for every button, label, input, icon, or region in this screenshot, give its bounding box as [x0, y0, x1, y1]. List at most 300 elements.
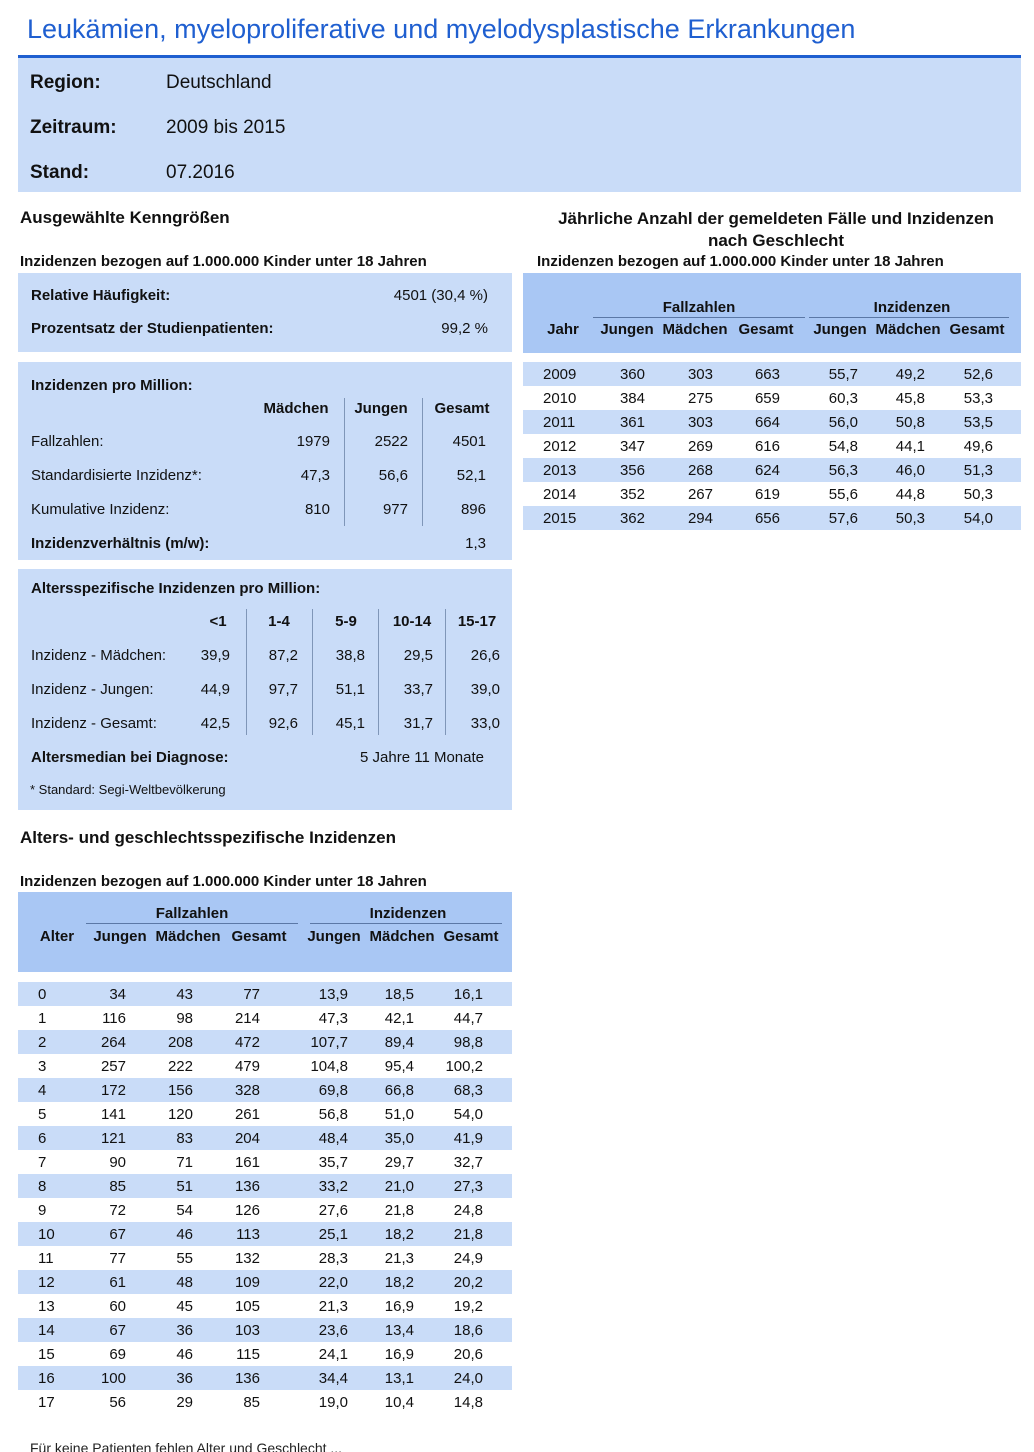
age-sex-table-cell: 100 — [76, 1366, 126, 1390]
yearly-table-cell: 361 — [583, 410, 645, 434]
age-sex-table-cell: 98,8 — [414, 1030, 483, 1054]
age-sex-table-cell: 98 — [126, 1006, 193, 1030]
age-sex-table-cell-pad — [483, 1030, 512, 1054]
age-sex-col-gesamt: Gesamt — [231, 928, 287, 945]
age-sex-table-cell: 85 — [76, 1174, 126, 1198]
yearly-col-gesamt: Gesamt — [738, 321, 794, 338]
inc-maedchen-15-17: 26,6 — [470, 647, 500, 664]
age-sex-group-incidence: Inzidenzen — [369, 905, 447, 922]
yearly-table-cell: 53,3 — [925, 386, 993, 410]
age-sex-table-cell: 21,3 — [348, 1246, 414, 1270]
yearly-table-row — [523, 482, 1021, 506]
age-sex-table-cell: 24,9 — [414, 1246, 483, 1270]
yearly-table-cell-pad — [993, 434, 1021, 458]
yearly-table-cell: 659 — [713, 386, 780, 410]
yearly-table-cell: 656 — [713, 506, 780, 530]
inc-gesamt-1-4: 92,6 — [268, 715, 298, 732]
age-sex-table — [18, 982, 512, 1414]
age-sex-table-cell: 136 — [193, 1174, 260, 1198]
age-sex-table-cell-pad — [483, 1342, 512, 1366]
key-figures-title: Ausgewählte Kenngrößen — [20, 208, 230, 227]
column-divider — [378, 609, 379, 735]
inc-gesamt-5-9: 45,1 — [335, 715, 365, 732]
yearly-table-cell: 57,6 — [780, 506, 858, 530]
age-sex-table-row — [18, 1294, 512, 1318]
age-sex-table-cell-pad — [483, 1126, 512, 1150]
age-sex-table-cell: 33,2 — [260, 1174, 348, 1198]
age-sex-table-cell: 3 — [18, 1054, 76, 1078]
group-rule — [809, 317, 1009, 318]
std-incidence-maedchen: 47,3 — [300, 467, 330, 484]
age-sex-col-inc-jungen: Jungen — [307, 928, 361, 945]
age-sex-table-cell: 10,4 — [348, 1390, 414, 1414]
yearly-table-cell-pad — [993, 362, 1021, 386]
inc-gesamt-15-17: 33,0 — [470, 715, 500, 732]
yearly-table-cell: 60,3 — [780, 386, 858, 410]
age-sex-table-cell: 51 — [126, 1174, 193, 1198]
status-value: 07.2016 — [166, 162, 235, 183]
period-label: Zeitraum: — [30, 117, 117, 138]
yearly-table-cell: 49,2 — [858, 362, 925, 386]
yearly-table-cell: 360 — [583, 362, 645, 386]
age-sex-table-cell: 104,8 — [260, 1054, 348, 1078]
age-sex-table-cell: 6 — [18, 1126, 76, 1150]
age-sex-subtitle: Inzidenzen bezogen auf 1.000.000 Kinder unter 18 Jahren — [20, 873, 427, 890]
yearly-table-cell: 267 — [645, 482, 713, 506]
fallzahlen-label: Fallzahlen: — [31, 433, 104, 450]
age-sex-table-cell: 172 — [76, 1078, 126, 1102]
age-sex-table-cell-pad — [483, 1102, 512, 1126]
age-sex-table-cell: 204 — [193, 1126, 260, 1150]
col-jungen: Jungen — [354, 400, 408, 417]
inc-jungen-label: Inzidenz - Jungen: — [31, 681, 154, 698]
age-sex-table-cell-pad — [483, 1078, 512, 1102]
yearly-table-cell: 54,8 — [780, 434, 858, 458]
age-sex-table-cell: 5 — [18, 1102, 76, 1126]
yearly-table-cell: 269 — [645, 434, 713, 458]
age-sex-table-cell: 35,0 — [348, 1126, 414, 1150]
fallzahlen-jungen: 2522 — [374, 433, 408, 450]
std-incidence-label: Standardisierte Inzidenz*: — [31, 467, 202, 484]
col-age-10-14: 10-14 — [392, 613, 432, 630]
age-sex-table-cell-pad — [483, 1054, 512, 1078]
age-sex-table-cell-pad — [483, 1006, 512, 1030]
age-sex-table-row — [18, 1174, 512, 1198]
age-sex-table-row — [18, 1390, 512, 1414]
age-sex-table-cell: 56,8 — [260, 1102, 348, 1126]
relative-frequency-label: Relative Häufigkeit: — [31, 287, 171, 304]
period-value: 2009 bis 2015 — [166, 117, 286, 138]
age-sex-table-cell: 55 — [126, 1246, 193, 1270]
age-sex-table-cell: 68,3 — [414, 1078, 483, 1102]
age-sex-table-cell: 24,8 — [414, 1198, 483, 1222]
age-sex-group-cases: Fallzahlen — [155, 905, 229, 922]
std-incidence-jungen: 56,6 — [378, 467, 408, 484]
column-divider — [445, 609, 446, 735]
col-age-5-9: 5-9 — [335, 613, 357, 630]
std-incidence-gesamt: 52,1 — [456, 467, 486, 484]
group-rule — [86, 923, 298, 924]
age-sex-table-cell: 29,7 — [348, 1150, 414, 1174]
age-sex-table-cell: 77 — [193, 982, 260, 1006]
age-sex-table-cell: 8 — [18, 1174, 76, 1198]
yearly-table-row — [523, 506, 1021, 530]
col-age-lt1: <1 — [209, 613, 227, 630]
yearly-table-cell: 384 — [583, 386, 645, 410]
cum-incidence-jungen: 977 — [382, 501, 408, 518]
age-sex-table-cell: 2 — [18, 1030, 76, 1054]
yearly-table-cell: 44,1 — [858, 434, 925, 458]
study-share-value: 99,2 % — [441, 320, 488, 337]
yearly-table-cell: 664 — [713, 410, 780, 434]
age-sex-table-cell: 67 — [76, 1318, 126, 1342]
yearly-table-cell: 56,3 — [780, 458, 858, 482]
age-sex-table-cell: 103 — [193, 1318, 260, 1342]
age-sex-table-cell: 7 — [18, 1150, 76, 1174]
age-sex-table-row — [18, 1318, 512, 1342]
ratio-value: 1,3 — [465, 535, 486, 552]
yearly-table-row — [523, 362, 1021, 386]
age-sex-table-cell: 17 — [18, 1390, 76, 1414]
age-sex-table-cell: 116 — [76, 1006, 126, 1030]
age-sex-table-cell-pad — [483, 1294, 512, 1318]
yearly-table-cell: 356 — [583, 458, 645, 482]
age-sex-table-cell: 105 — [193, 1294, 260, 1318]
age-sex-col-maedchen: Mädchen — [155, 928, 221, 945]
inc-gesamt-10-14: 31,7 — [403, 715, 433, 732]
inc-jungen-lt1: 44,9 — [200, 681, 230, 698]
age-sex-table-row — [18, 1198, 512, 1222]
age-sex-table-cell: 89,4 — [348, 1030, 414, 1054]
age-sex-table-cell: 16,9 — [348, 1294, 414, 1318]
age-sex-table-cell: 115 — [193, 1342, 260, 1366]
age-sex-table-row — [18, 1054, 512, 1078]
yearly-table-cell: 275 — [645, 386, 713, 410]
age-sex-table-cell: 42,1 — [348, 1006, 414, 1030]
inc-gesamt-lt1: 42,5 — [200, 715, 230, 732]
age-sex-table-row — [18, 1030, 512, 1054]
age-sex-table-cell: 54,0 — [414, 1102, 483, 1126]
yearly-table-header — [523, 273, 1021, 353]
inc-maedchen-1-4: 87,2 — [268, 647, 298, 664]
col-age-15-17: 15-17 — [457, 613, 497, 630]
inc-maedchen-10-14: 29,5 — [403, 647, 433, 664]
region-label: Region: — [30, 72, 101, 93]
inc-maedchen-lt1: 39,9 — [200, 647, 230, 664]
group-rule — [593, 317, 805, 318]
yearly-table-cell: 53,5 — [925, 410, 993, 434]
age-sex-table-cell: 32,7 — [414, 1150, 483, 1174]
age-sex-table-cell: 27,3 — [414, 1174, 483, 1198]
age-sex-table-row — [18, 1246, 512, 1270]
yearly-table-cell: 2014 — [523, 482, 583, 506]
age-sex-col-inc-gesamt: Gesamt — [443, 928, 499, 945]
age-sex-table-cell-pad — [483, 1198, 512, 1222]
age-sex-table-cell-pad — [483, 1366, 512, 1390]
age-sex-title: Alters- und geschlechtsspezifische Inzidenzen — [20, 828, 396, 847]
inc-jungen-5-9: 51,1 — [335, 681, 365, 698]
yearly-col-inc-maedchen: Mädchen — [875, 321, 941, 338]
yearly-col-inc-gesamt: Gesamt — [949, 321, 1005, 338]
yearly-table-cell: 44,8 — [858, 482, 925, 506]
col-gesamt: Gesamt — [434, 400, 490, 417]
age-sex-table-cell: 47,3 — [260, 1006, 348, 1030]
age-sex-col-jungen: Jungen — [93, 928, 147, 945]
age-sex-table-cell: 77 — [76, 1246, 126, 1270]
age-sex-table-cell-pad — [483, 1174, 512, 1198]
age-sex-table-cell: 107,7 — [260, 1030, 348, 1054]
cum-incidence-label: Kumulative Inzidenz: — [31, 501, 170, 518]
age-sex-table-cell: 85 — [193, 1390, 260, 1414]
yearly-table-cell: 268 — [645, 458, 713, 482]
age-sex-table-cell: 23,6 — [260, 1318, 348, 1342]
age-sex-table-cell: 141 — [76, 1102, 126, 1126]
yearly-table-cell: 49,6 — [925, 434, 993, 458]
age-sex-table-cell: 20,6 — [414, 1342, 483, 1366]
age-sex-table-row — [18, 1078, 512, 1102]
column-divider — [312, 609, 313, 735]
yearly-subtitle: Inzidenzen bezogen auf 1.000.000 Kinder unter 18 Jahren — [537, 253, 944, 270]
age-sex-table-cell: 208 — [126, 1030, 193, 1054]
yearly-title: Jährliche Anzahl der gemeldeten Fälle und Inzidenzen nach Geschlecht — [558, 209, 994, 250]
age-sex-table-cell: 12 — [18, 1270, 76, 1294]
yearly-table-row — [523, 434, 1021, 458]
study-share-label: Prozentsatz der Studienpatienten: — [31, 320, 274, 337]
age-sex-table-cell: 21,8 — [414, 1222, 483, 1246]
age-sex-table-cell: 214 — [193, 1006, 260, 1030]
age-sex-table-cell: 472 — [193, 1030, 260, 1054]
yearly-table-cell: 50,8 — [858, 410, 925, 434]
age-sex-col-alter: Alter — [39, 928, 75, 945]
age-sex-table-cell: 36 — [126, 1318, 193, 1342]
yearly-table-cell: 2011 — [523, 410, 583, 434]
age-sex-table-cell: 1 — [18, 1006, 76, 1030]
column-divider — [422, 398, 423, 526]
age-sex-table-cell: 19,0 — [260, 1390, 348, 1414]
yearly-table-cell-pad — [993, 506, 1021, 530]
age-sex-table-cell: 29 — [126, 1390, 193, 1414]
age-sex-table-cell-pad — [483, 1246, 512, 1270]
age-sex-table-cell-pad — [483, 1390, 512, 1414]
yearly-table-cell: 2012 — [523, 434, 583, 458]
age-sex-table-cell: 126 — [193, 1198, 260, 1222]
age-sex-table-cell: 56 — [76, 1390, 126, 1414]
yearly-table-cell-pad — [993, 410, 1021, 434]
yearly-table-row — [523, 386, 1021, 410]
age-sex-table-cell: 16,1 — [414, 982, 483, 1006]
age-sex-table-row — [18, 1366, 512, 1390]
yearly-table-cell: 51,3 — [925, 458, 993, 482]
age-sex-table-cell: 120 — [126, 1102, 193, 1126]
age-sex-table-cell: 18,2 — [348, 1222, 414, 1246]
yearly-table-cell: 50,3 — [858, 506, 925, 530]
age-sex-table-cell: 21,0 — [348, 1174, 414, 1198]
age-sex-table-row — [18, 1222, 512, 1246]
yearly-table-row — [523, 458, 1021, 482]
age-sex-table-cell: 10 — [18, 1222, 76, 1246]
inc-jungen-15-17: 39,0 — [470, 681, 500, 698]
age-sex-table-cell: 15 — [18, 1342, 76, 1366]
yearly-col-inc-jungen: Jungen — [813, 321, 867, 338]
age-sex-table-cell: 60 — [76, 1294, 126, 1318]
age-sex-table-cell: 34,4 — [260, 1366, 348, 1390]
median-label: Altersmedian bei Diagnose: — [31, 749, 229, 766]
age-sex-table-cell: 100,2 — [414, 1054, 483, 1078]
age-sex-table-cell: 95,4 — [348, 1054, 414, 1078]
age-sex-table-cell: 132 — [193, 1246, 260, 1270]
age-sex-table-cell-pad — [483, 1318, 512, 1342]
age-sex-table-cell-pad — [483, 982, 512, 1006]
column-divider — [344, 398, 345, 526]
column-divider — [246, 609, 247, 735]
age-sex-table-cell: 34 — [76, 982, 126, 1006]
incidence-panel — [18, 362, 512, 560]
age-sex-table-cell: 54 — [126, 1198, 193, 1222]
age-sex-table-cell: 113 — [193, 1222, 260, 1246]
yearly-table-cell: 55,7 — [780, 362, 858, 386]
age-sex-table-row — [18, 1270, 512, 1294]
age-sex-table-cell: 72 — [76, 1198, 126, 1222]
group-rule — [310, 923, 502, 924]
yearly-table-cell: 294 — [645, 506, 713, 530]
age-sex-table-cell: 13,1 — [348, 1366, 414, 1390]
age-sex-table-cell: 156 — [126, 1078, 193, 1102]
status-label: Stand: — [30, 162, 90, 183]
yearly-table-cell-pad — [993, 482, 1021, 506]
region-value: Deutschland — [166, 72, 272, 93]
age-sex-table-cell: 20,2 — [414, 1270, 483, 1294]
age-sex-table-cell: 13 — [18, 1294, 76, 1318]
age-sex-table-cell: 69,8 — [260, 1078, 348, 1102]
age-sex-table-cell: 13,9 — [260, 982, 348, 1006]
yearly-group-cases: Fallzahlen — [662, 299, 736, 316]
age-sex-table-cell: 257 — [76, 1054, 126, 1078]
age-sex-table-row — [18, 1006, 512, 1030]
age-sex-table-cell-pad — [483, 1222, 512, 1246]
yearly-table-row — [523, 410, 1021, 434]
age-sex-table-cell: 121 — [76, 1126, 126, 1150]
yearly-table-cell: 54,0 — [925, 506, 993, 530]
age-sex-table-cell: 22,0 — [260, 1270, 348, 1294]
yearly-table-cell: 624 — [713, 458, 780, 482]
age-sex-table-cell: 43 — [126, 982, 193, 1006]
footnote: * Standard: Segi-Weltbevölkerung — [30, 782, 226, 797]
age-sex-table-cell: 136 — [193, 1366, 260, 1390]
age-sex-table-cell: 9 — [18, 1198, 76, 1222]
fallzahlen-gesamt: 4501 — [452, 433, 486, 450]
age-sex-table-cell: 16 — [18, 1366, 76, 1390]
age-sex-table-cell: 21,8 — [348, 1198, 414, 1222]
age-sex-table-cell: 83 — [126, 1126, 193, 1150]
yearly-table-cell: 303 — [645, 410, 713, 434]
cum-incidence-maedchen: 810 — [304, 501, 330, 518]
age-sex-col-inc-maedchen: Mädchen — [369, 928, 435, 945]
age-sex-table-header — [18, 892, 512, 972]
ratio-label: Inzidenzverhältnis (m/w): — [31, 535, 210, 552]
inc-jungen-10-14: 33,7 — [403, 681, 433, 698]
age-sex-table-cell: 48,4 — [260, 1126, 348, 1150]
cum-incidence-gesamt: 896 — [460, 501, 486, 518]
yearly-table-cell: 50,3 — [925, 482, 993, 506]
incidence-title: Inzidenzen pro Million: — [31, 377, 193, 394]
age-sex-table-cell: 18,5 — [348, 982, 414, 1006]
age-sex-table-cell: 13,4 — [348, 1318, 414, 1342]
age-sex-table-cell: 222 — [126, 1054, 193, 1078]
yearly-col-jungen: Jungen — [600, 321, 654, 338]
age-sex-table-cell: 0 — [18, 982, 76, 1006]
header-box — [18, 58, 1021, 192]
age-sex-table-cell: 44,7 — [414, 1006, 483, 1030]
yearly-table-cell: 362 — [583, 506, 645, 530]
yearly-table-cell: 2010 — [523, 386, 583, 410]
age-sex-table-row — [18, 1342, 512, 1366]
age-sex-table-cell: 90 — [76, 1150, 126, 1174]
yearly-table-cell: 52,6 — [925, 362, 993, 386]
age-sex-table-cell: 66,8 — [348, 1078, 414, 1102]
age-sex-table-cell: 24,0 — [414, 1366, 483, 1390]
key-figures-subtitle: Inzidenzen bezogen auf 1.000.000 Kinder unter 18 Jahren — [20, 253, 427, 270]
age-sex-table-cell: 25,1 — [260, 1222, 348, 1246]
yearly-table-cell: 2013 — [523, 458, 583, 482]
page-title: Leukämien, myeloproliferative und myelodysplastische Erkrankungen — [27, 14, 856, 44]
age-sex-table-row — [18, 1150, 512, 1174]
inc-gesamt-label: Inzidenz - Gesamt: — [31, 715, 157, 732]
age-sex-table-cell: 67 — [76, 1222, 126, 1246]
yearly-table-cell: 45,8 — [858, 386, 925, 410]
age-specific-title: Altersspezifische Inzidenzen pro Million: — [31, 580, 321, 597]
age-sex-table-cell: 11 — [18, 1246, 76, 1270]
yearly-table — [523, 362, 1021, 530]
age-sex-table-cell: 27,6 — [260, 1198, 348, 1222]
age-sex-table-cell: 21,3 — [260, 1294, 348, 1318]
age-sex-table-cell: 328 — [193, 1078, 260, 1102]
age-sex-table-cell: 161 — [193, 1150, 260, 1174]
age-sex-table-cell: 14,8 — [414, 1390, 483, 1414]
age-sex-table-cell: 261 — [193, 1102, 260, 1126]
age-sex-table-cell: 35,7 — [260, 1150, 348, 1174]
yearly-table-cell: 663 — [713, 362, 780, 386]
age-specific-panel — [18, 569, 512, 810]
yearly-table-cell-pad — [993, 386, 1021, 410]
yearly-table-cell: 616 — [713, 434, 780, 458]
key-figures-panel — [18, 273, 512, 352]
age-sex-table-row — [18, 1126, 512, 1150]
yearly-table-cell-pad — [993, 458, 1021, 482]
yearly-table-cell: 2009 — [523, 362, 583, 386]
col-maedchen: Mädchen — [263, 400, 329, 417]
age-sex-table-cell: 18,6 — [414, 1318, 483, 1342]
yearly-col-maedchen: Mädchen — [662, 321, 728, 338]
age-sex-table-cell-pad — [483, 1150, 512, 1174]
age-sex-table-cell: 46 — [126, 1342, 193, 1366]
yearly-group-incidence: Inzidenzen — [873, 299, 951, 316]
age-sex-table-cell: 45 — [126, 1294, 193, 1318]
age-sex-table-cell: 41,9 — [414, 1126, 483, 1150]
fallzahlen-maedchen: 1979 — [296, 433, 330, 450]
age-sex-table-cell: 14 — [18, 1318, 76, 1342]
cut-off-text: Für keine Patienten fehlen Alter und Geschlecht ... — [30, 1440, 343, 1452]
relative-frequency-value: 4501 (30,4 %) — [393, 287, 488, 304]
yearly-table-cell: 56,0 — [780, 410, 858, 434]
median-value: 5 Jahre 11 Monate — [360, 749, 484, 766]
age-sex-table-row — [18, 1102, 512, 1126]
age-sex-table-cell: 48 — [126, 1270, 193, 1294]
age-sex-table-cell: 36 — [126, 1366, 193, 1390]
age-sex-table-cell: 4 — [18, 1078, 76, 1102]
age-sex-table-cell: 69 — [76, 1342, 126, 1366]
age-sex-table-cell: 24,1 — [260, 1342, 348, 1366]
age-sex-table-cell: 51,0 — [348, 1102, 414, 1126]
